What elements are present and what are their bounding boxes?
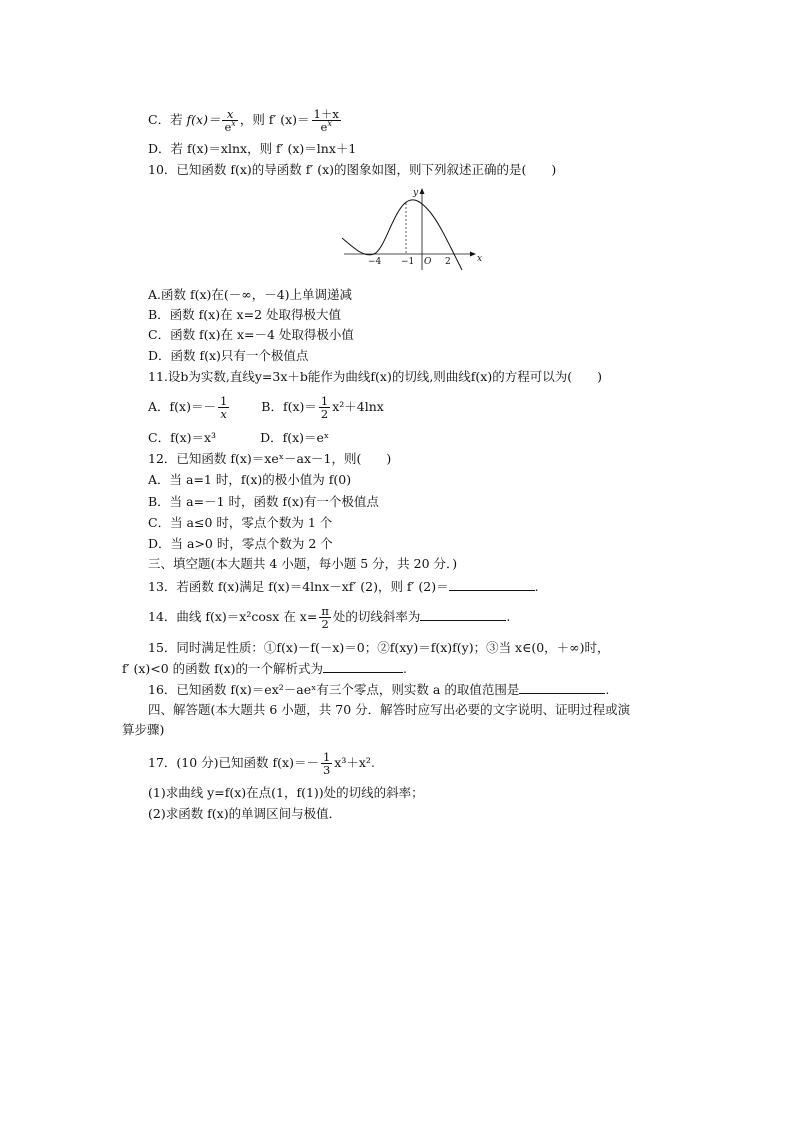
q11-a-num: 1: [219, 394, 228, 408]
q10-derivative-graph: [340, 186, 490, 274]
q10-stem: 10．已知函数 f(x)的导函数 f′ (x)的图象如图，则下列叙述正确的是( ): [148, 162, 557, 177]
graph-label-x: x: [477, 254, 483, 264]
q13-text: 13．若函数 f(x)满足 f(x)＝4lnx－xf′ (2)，则 f′ (2)＝: [148, 579, 449, 594]
section-4-heading-line-1: 四、解答题(本大题共 6 小题，共 70 分．解答时应写出必要的文字说明、证明过程或演: [148, 702, 631, 717]
q15-answer-blank[interactable]: [323, 660, 403, 673]
q9-c-frac2-den-sup: x: [327, 119, 332, 129]
q11-b-den: 2: [320, 407, 329, 421]
q16-text: 16．已知函数 f(x)＝ex²－aeˣ有三个零点，则实数 a 的取值范围是: [148, 682, 520, 697]
q12-option-a: A．当 a=1 时，f(x)的极小值为 f(0): [148, 472, 352, 487]
q12-option-d: D．当 a>0 时，零点个数为 2 个: [148, 536, 333, 551]
q11-options-ab: [148, 395, 384, 420]
q11-b-prefix: B．f(x)＝: [261, 399, 317, 414]
q13-end: .: [534, 579, 539, 594]
q9-c-fraction-2: [312, 108, 341, 133]
q14-num: π: [321, 604, 329, 618]
graph-tick-neg1: −1: [401, 257, 415, 267]
q16: [148, 681, 609, 698]
q12-option-b: B．当 a=－1 时，函数 f(x)有一个极值点: [148, 494, 379, 509]
q17-suffix: x³＋x².: [334, 755, 375, 770]
q11-stem: 11.设b为实数,直线y=3x＋b能作为曲线f(x)的切线,则曲线f(x)的方程可以为( ): [148, 369, 602, 384]
q13-answer-blank[interactable]: [449, 578, 535, 591]
graph-label-origin: O: [424, 257, 432, 267]
q11-b-num: 1: [320, 394, 329, 408]
q9-c-frac1-den: e: [224, 120, 232, 134]
q16-answer-blank[interactable]: [519, 681, 605, 694]
q9-c-fraction-1: [222, 108, 237, 133]
q17-num: 1: [322, 750, 331, 764]
q10-option-a: A.函数 f(x)在(－∞，－4)上单调递减: [148, 287, 353, 302]
graph-tick-2: 2: [445, 257, 451, 267]
section-4-heading-line-2: 算步骤): [122, 722, 165, 737]
q12-stem: 12．已知函数 f(x)＝xeˣ－ax－1，则( ): [148, 451, 392, 466]
q11-a-den: x: [220, 407, 227, 421]
q15-end: .: [403, 661, 408, 676]
q11-d: D．f(x)＝eˣ: [260, 430, 330, 445]
q14: [148, 605, 510, 630]
q17-fraction: [321, 751, 332, 776]
q14-fraction: [319, 605, 331, 630]
q11-c: C．f(x)＝x³: [148, 430, 217, 445]
q9-c-frac1-den-sup: x: [231, 119, 236, 129]
q13: [148, 578, 539, 595]
q11-a-fraction: [218, 395, 229, 420]
q14-end: .: [506, 609, 511, 624]
q10-option-b: B．函数 f(x)在 x=2 处取得极大值: [148, 307, 342, 322]
q10-option-d: D．函数 f(x)只有一个极值点: [148, 348, 309, 363]
q11-options-cd: [148, 430, 329, 446]
graph-tick-neg4: −4: [368, 257, 382, 267]
q9-c-frac1-num: x: [222, 108, 237, 121]
q9-c-frac2-num: 1＋x: [313, 107, 339, 121]
q14-answer-blank[interactable]: [420, 608, 506, 621]
q10-option-c: C．函数 f(x)在 x=－4 处取得极小值: [148, 327, 354, 342]
q9-c-mid: ，则 f′ (x)＝: [239, 112, 310, 127]
q9-option-d: D．若 f(x)＝xlnx，则 f′ (x)＝lnx＋1: [148, 141, 357, 156]
q17-part-2: (2)求函数 f(x)的单调区间与极值．: [148, 806, 342, 821]
q9-c-prefix: C．若: [148, 112, 187, 127]
q17-prefix: 17．(10 分)已知函数 f(x)＝－: [148, 755, 319, 770]
q11-b-fraction: [319, 395, 330, 420]
q12-option-c: C．当 a≤0 时，零点个数为 1 个: [148, 515, 333, 530]
q16-end: .: [605, 682, 610, 697]
graph-y-arrow: [420, 188, 425, 194]
q9-c-frac2-den: e: [320, 120, 328, 134]
q15-line-1: 15．同时满足性质：①f(x)－f(－x)＝0；②f(xy)＝f(x)f(y)；③当 x∈(0，＋∞)时，: [148, 640, 610, 655]
q14-den: 2: [321, 617, 329, 631]
q15-line-2: [122, 660, 407, 677]
q17-den: 3: [322, 763, 331, 777]
q17-stem: [148, 751, 375, 776]
q15-line2-text: f′ (x)<0 的函数 f(x)的一个解析式为: [122, 661, 324, 676]
q11-a-prefix: A．f(x)＝－: [148, 399, 216, 414]
graph-label-y: y: [413, 188, 419, 198]
q9-option-c: [148, 108, 343, 133]
section-3-heading: 三、填空题(本大题共 4 小题，每小题 5 分，共 20 分．): [148, 556, 458, 571]
q9-c-fx: f(x)＝: [186, 112, 221, 127]
q11-b-suffix: x²＋4lnx: [332, 399, 384, 414]
q14-suffix: 处的切线斜率为: [332, 609, 421, 624]
q14-prefix: 14．曲线 f(x)＝x²cosx 在 x=: [148, 609, 318, 624]
graph-x-arrow: [470, 252, 476, 257]
q17-part-1: (1)求曲线 y=f(x)在点(1，f(1))处的切线的斜率；: [148, 785, 424, 800]
